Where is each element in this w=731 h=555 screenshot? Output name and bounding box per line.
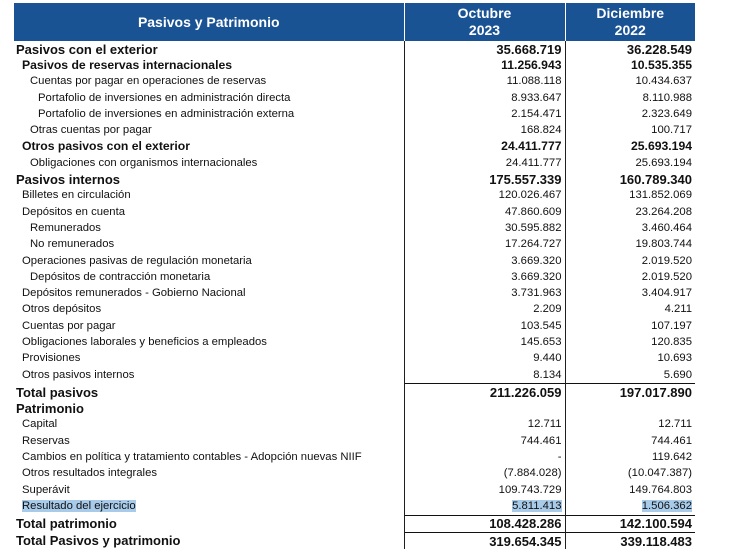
row-label-text: No remunerados bbox=[30, 238, 115, 251]
value-december-text: 25.693.194 bbox=[635, 156, 692, 169]
row-label bbox=[14, 532, 404, 549]
value-october-text: (7.884.028) bbox=[503, 467, 562, 480]
value-december bbox=[565, 466, 695, 482]
table-row bbox=[14, 515, 695, 532]
value-october-text: 5.811.413 bbox=[512, 499, 562, 512]
value-october bbox=[404, 318, 565, 334]
table-row bbox=[14, 106, 695, 122]
table-row bbox=[14, 253, 695, 269]
table-row bbox=[14, 90, 695, 106]
value-october bbox=[404, 237, 565, 253]
row-label bbox=[14, 384, 404, 401]
row-label-text: Reservas bbox=[22, 434, 70, 447]
value-october-text: 47.860.609 bbox=[504, 205, 562, 218]
row-label bbox=[14, 433, 404, 449]
value-october bbox=[404, 482, 565, 498]
value-december-text: 23.264.208 bbox=[635, 205, 692, 218]
table-row bbox=[14, 334, 695, 350]
value-december bbox=[565, 237, 695, 253]
value-december bbox=[565, 515, 695, 532]
value-december bbox=[565, 74, 695, 90]
value-october bbox=[404, 351, 565, 367]
row-label bbox=[14, 74, 404, 90]
value-december bbox=[565, 401, 695, 417]
row-label bbox=[14, 188, 404, 204]
value-october-text: 11.256.943 bbox=[501, 57, 562, 72]
row-label-text: Portafolio de inversiones en administración directa bbox=[38, 91, 291, 104]
row-label bbox=[14, 139, 404, 155]
row-label-text: Cuentas por pagar en operaciones de reservas bbox=[30, 75, 267, 88]
table-row bbox=[14, 269, 695, 285]
value-december bbox=[565, 285, 695, 301]
row-label bbox=[14, 302, 404, 318]
value-october-text: 319.654.345 bbox=[489, 533, 562, 549]
row-label-text: Operaciones pasivas de regulación monetaria bbox=[22, 254, 252, 267]
value-december-text: 107.197 bbox=[651, 319, 692, 332]
row-label-text: Pasivos con el exterior bbox=[16, 41, 158, 57]
row-label-text: Otros pasivos internos bbox=[22, 368, 135, 381]
value-october-text: 103.545 bbox=[520, 319, 562, 332]
value-december bbox=[565, 417, 695, 433]
value-october bbox=[404, 41, 565, 57]
row-label-text: Pasivos de reservas internacionales bbox=[22, 57, 233, 72]
value-october-text: 30.595.882 bbox=[504, 221, 562, 234]
row-label bbox=[14, 482, 404, 498]
row-label-text: Cuentas por pagar bbox=[22, 319, 116, 332]
row-label bbox=[14, 515, 404, 532]
row-label bbox=[14, 401, 404, 417]
value-october-text: 24.411.777 bbox=[501, 139, 562, 154]
table-row bbox=[14, 139, 695, 155]
value-october-text: 175.557.339 bbox=[489, 172, 562, 188]
table-row bbox=[14, 498, 695, 515]
value-october bbox=[404, 302, 565, 318]
header-december-year: 2022 bbox=[614, 22, 646, 38]
value-december bbox=[565, 204, 695, 220]
value-october bbox=[404, 466, 565, 482]
value-december-text: 120.835 bbox=[651, 335, 692, 348]
value-october-text: 24.411.777 bbox=[505, 156, 562, 169]
table-row bbox=[14, 302, 695, 318]
value-december bbox=[565, 57, 695, 73]
value-december-text: 1.506.362 bbox=[641, 499, 692, 512]
value-october-text: 8.933.647 bbox=[511, 91, 562, 104]
value-october-text: 120.026.467 bbox=[498, 189, 562, 202]
value-october bbox=[404, 204, 565, 220]
row-label bbox=[14, 220, 404, 236]
value-december bbox=[565, 269, 695, 285]
header-october-month: Octubre bbox=[457, 5, 512, 21]
value-october-text: 108.428.286 bbox=[489, 516, 562, 532]
value-october-text: 211.226.059 bbox=[489, 384, 562, 400]
row-label bbox=[14, 269, 404, 285]
value-october-text: 3.731.963 bbox=[511, 287, 562, 300]
row-label bbox=[14, 449, 404, 465]
header-december bbox=[565, 3, 695, 41]
row-label bbox=[14, 466, 404, 482]
value-october bbox=[404, 171, 565, 187]
value-december-text: 3.460.464 bbox=[641, 221, 692, 234]
table-row bbox=[14, 285, 695, 301]
row-label-text: Provisiones bbox=[22, 352, 81, 365]
value-december bbox=[565, 253, 695, 269]
value-december bbox=[565, 433, 695, 449]
value-october bbox=[404, 515, 565, 532]
row-label bbox=[14, 498, 404, 515]
value-december-text: 142.100.594 bbox=[619, 516, 692, 532]
value-december-text: 2.019.520 bbox=[641, 270, 692, 283]
value-october bbox=[404, 367, 565, 384]
value-december bbox=[565, 90, 695, 106]
value-october bbox=[404, 449, 565, 465]
value-december-text: 160.789.340 bbox=[619, 172, 692, 188]
value-december-text: 2.019.520 bbox=[641, 254, 692, 267]
value-december-text: 5.690 bbox=[663, 368, 692, 381]
header-october bbox=[404, 3, 565, 41]
row-label bbox=[14, 122, 404, 138]
value-october bbox=[404, 269, 565, 285]
value-october bbox=[404, 253, 565, 269]
value-december bbox=[565, 155, 695, 171]
table-row bbox=[14, 466, 695, 482]
value-december-text: 131.852.069 bbox=[629, 189, 692, 202]
table-row bbox=[14, 122, 695, 138]
value-october bbox=[404, 498, 565, 515]
row-label-text: Pasivos internos bbox=[16, 172, 121, 188]
row-label-text: Patrimonio bbox=[16, 401, 84, 417]
value-december-text: 10.535.355 bbox=[631, 57, 692, 72]
value-october-text: 17.264.727 bbox=[504, 238, 562, 251]
row-label bbox=[14, 57, 404, 73]
row-label-text: Billetes en circulación bbox=[22, 189, 131, 202]
table-row bbox=[14, 351, 695, 367]
row-label bbox=[14, 41, 404, 57]
value-december-text: 10.693 bbox=[657, 352, 692, 365]
value-october bbox=[404, 155, 565, 171]
table-row bbox=[14, 188, 695, 204]
table-row bbox=[14, 384, 695, 401]
value-december-text: 149.764.803 bbox=[629, 483, 692, 496]
value-december-text: 3.404.917 bbox=[641, 287, 692, 300]
value-october bbox=[404, 401, 565, 417]
table-row bbox=[14, 401, 695, 417]
value-october bbox=[404, 106, 565, 122]
table-row bbox=[14, 204, 695, 220]
table-row bbox=[14, 155, 695, 171]
table-row bbox=[14, 433, 695, 449]
value-october bbox=[404, 334, 565, 350]
value-december bbox=[565, 106, 695, 122]
table-header bbox=[14, 3, 695, 41]
row-label-text: Remunerados bbox=[30, 221, 101, 234]
row-label-text: Otros resultados integrales bbox=[22, 467, 158, 480]
table-row bbox=[14, 367, 695, 384]
value-october-text: 145.653 bbox=[520, 335, 562, 348]
value-october bbox=[404, 220, 565, 236]
row-label-text: Cambios en política y tratamiento contables - Adopción nuevas NIIF bbox=[22, 451, 362, 464]
row-label bbox=[14, 417, 404, 433]
value-october-text: 11.088.118 bbox=[506, 75, 562, 88]
row-label bbox=[14, 204, 404, 220]
value-december bbox=[565, 367, 695, 384]
value-december bbox=[565, 122, 695, 138]
row-label bbox=[14, 106, 404, 122]
value-december bbox=[565, 188, 695, 204]
value-december bbox=[565, 498, 695, 515]
table-row bbox=[14, 41, 695, 57]
row-label bbox=[14, 171, 404, 187]
value-december bbox=[565, 532, 695, 549]
value-october-text: 3.669.320 bbox=[511, 270, 562, 283]
row-label bbox=[14, 351, 404, 367]
row-label-text: Otros pasivos con el exterior bbox=[22, 139, 190, 154]
row-label-text: Total Pasivos y patrimonio bbox=[16, 533, 181, 549]
value-december bbox=[565, 220, 695, 236]
row-label-text: Total pasivos bbox=[16, 384, 99, 400]
value-december-text: 197.017.890 bbox=[619, 384, 692, 400]
value-october bbox=[404, 285, 565, 301]
row-label bbox=[14, 318, 404, 334]
value-october bbox=[404, 57, 565, 73]
value-october bbox=[404, 433, 565, 449]
value-december bbox=[565, 302, 695, 318]
table-row bbox=[14, 482, 695, 498]
value-october-text: 109.743.729 bbox=[498, 483, 562, 496]
table-body bbox=[14, 41, 695, 549]
row-label bbox=[14, 367, 404, 384]
value-october-text: - bbox=[557, 451, 562, 464]
table-row bbox=[14, 220, 695, 236]
row-label bbox=[14, 253, 404, 269]
value-october bbox=[404, 384, 565, 401]
value-october bbox=[404, 139, 565, 155]
table-row bbox=[14, 171, 695, 187]
row-label-text: Otros depósitos bbox=[22, 303, 102, 316]
header-title: Pasivos y Patrimonio bbox=[14, 3, 404, 41]
table-row bbox=[14, 74, 695, 90]
row-label-text: Otras cuentas por pagar bbox=[30, 124, 152, 137]
value-december bbox=[565, 449, 695, 465]
balance-sheet-table bbox=[14, 3, 695, 549]
value-december-text: 36.228.549 bbox=[626, 41, 692, 57]
value-december-text: 4.211 bbox=[664, 303, 692, 316]
value-december-text: (10.047.387) bbox=[627, 467, 692, 480]
value-october-text: 9.440 bbox=[533, 352, 562, 365]
value-december-text: 8.110.988 bbox=[642, 91, 692, 104]
value-december-text: 12.711 bbox=[658, 418, 692, 431]
value-october-text: 168.824 bbox=[520, 124, 562, 137]
value-october-text: 2.154.471 bbox=[511, 107, 562, 120]
value-october-text: 35.668.719 bbox=[496, 41, 562, 57]
value-october-text: 744.461 bbox=[520, 434, 562, 447]
row-label-text: Depósitos remunerados - Gobierno Nacional bbox=[22, 287, 246, 300]
header-december-month: Diciembre bbox=[596, 5, 665, 21]
value-december-text: 10.434.637 bbox=[635, 75, 692, 88]
value-october-text: 8.134 bbox=[533, 368, 562, 381]
value-december bbox=[565, 334, 695, 350]
row-label-text: Superávit bbox=[22, 483, 70, 496]
value-december bbox=[565, 171, 695, 187]
row-label-text: Obligaciones con organismos internacionales bbox=[30, 156, 258, 169]
row-label-text: Depósitos de contracción monetaria bbox=[30, 270, 211, 283]
value-december-text: 119.642 bbox=[652, 451, 692, 464]
table-row bbox=[14, 237, 695, 253]
header-october-year: 2023 bbox=[468, 22, 501, 38]
row-label bbox=[14, 90, 404, 106]
value-october-text: 3.669.320 bbox=[511, 254, 562, 267]
value-october bbox=[404, 417, 565, 433]
table-row bbox=[14, 57, 695, 73]
row-label-text: Resultado del ejercicio bbox=[22, 500, 136, 513]
value-october bbox=[404, 122, 565, 138]
value-december bbox=[565, 351, 695, 367]
row-label bbox=[14, 285, 404, 301]
value-december-text: 744.461 bbox=[651, 434, 692, 447]
table-row bbox=[14, 417, 695, 433]
value-december bbox=[565, 139, 695, 155]
row-label bbox=[14, 155, 404, 171]
row-label-text: Total patrimonio bbox=[16, 516, 117, 532]
table-row bbox=[14, 532, 695, 549]
value-october bbox=[404, 90, 565, 106]
value-december-text: 19.803.744 bbox=[635, 238, 692, 251]
row-label-text: Depósitos en cuenta bbox=[22, 205, 125, 218]
value-october-text: 2.209 bbox=[533, 303, 562, 316]
value-december-text: 339.118.483 bbox=[620, 533, 692, 549]
value-october bbox=[404, 74, 565, 90]
row-label bbox=[14, 334, 404, 350]
value-october bbox=[404, 532, 565, 549]
value-october bbox=[404, 188, 565, 204]
value-december bbox=[565, 384, 695, 401]
value-december-text: 100.717 bbox=[651, 124, 692, 137]
value-december-text: 25.693.194 bbox=[631, 139, 692, 154]
row-label bbox=[14, 237, 404, 253]
table-row bbox=[14, 449, 695, 465]
value-october-text: 12.711 bbox=[527, 418, 562, 431]
row-label-text: Capital bbox=[22, 418, 58, 431]
value-december bbox=[565, 482, 695, 498]
value-december bbox=[565, 318, 695, 334]
value-december-text: 2.323.649 bbox=[641, 107, 692, 120]
row-label-text: Portafolio de inversiones en administración externa bbox=[38, 107, 295, 120]
table-row bbox=[14, 318, 695, 334]
value-december bbox=[565, 41, 695, 57]
row-label-text: Obligaciones laborales y beneficios a empleados bbox=[22, 335, 267, 348]
